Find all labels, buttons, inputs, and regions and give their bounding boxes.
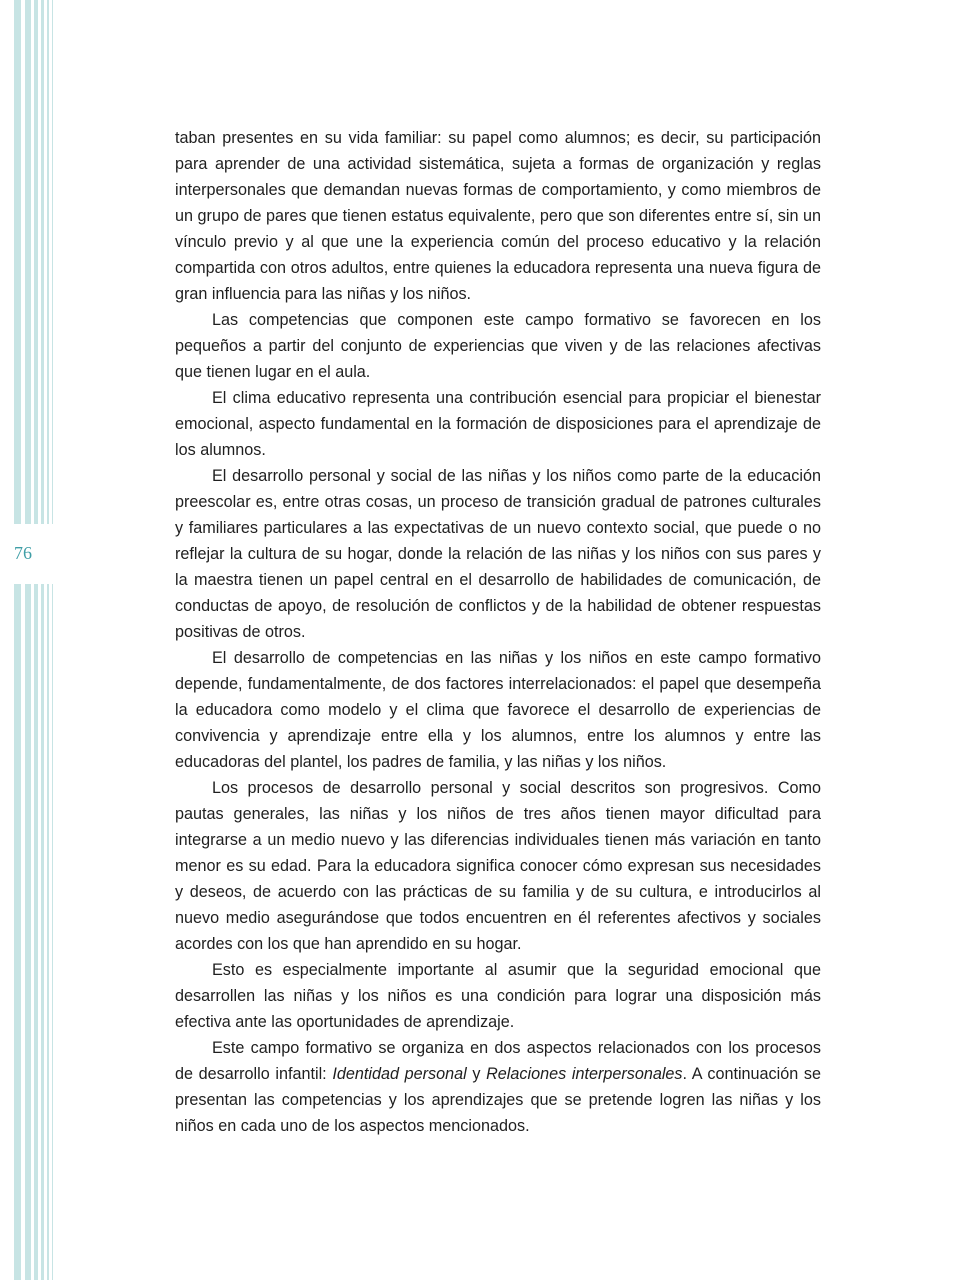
body-text xyxy=(175,125,821,1139)
stripe xyxy=(25,584,31,1280)
stripe xyxy=(34,584,38,1280)
final-paragraph-outro: . A continuación se presentan las competencias y los aprendizajes que se pretende logren las niñas y los niños en cada uno de los aspectos mencionados. xyxy=(175,1065,821,1135)
stripe xyxy=(52,0,53,524)
final-paragraph xyxy=(175,1035,821,1139)
stripe xyxy=(14,584,21,1280)
margin-stripes-top xyxy=(0,0,60,524)
margin-stripes-bottom xyxy=(0,584,60,1280)
stripe xyxy=(52,584,53,1280)
stripe xyxy=(41,584,44,1280)
stripe xyxy=(25,0,31,524)
paragraph: Las competencias que componen este campo formativo se favorecen en los pequeños a partir del conjunto de experiencias que viven y de las relaciones afectivas que tienen lugar en el aula. xyxy=(175,311,821,381)
paragraph: El desarrollo de competencias en las niñas y los niños en este campo formativo depende, fundamentalmente, de dos factores interrelacionados: el papel que desempeña la educadora como modelo y el clima que favorece el desarrollo de experiencias de convivencia y aprendizaje entre ella y los alumnos, entre los alumnos y entre las educadoras del plantel, los padres de familia, y las niñas y los niños. xyxy=(175,649,821,771)
term-relaciones-interpersonales: Relaciones interpersonales xyxy=(486,1065,683,1083)
margin-stripes xyxy=(0,0,60,1280)
term-identidad-personal: Identidad personal xyxy=(332,1065,467,1083)
stripe xyxy=(47,584,49,1280)
stripe xyxy=(41,0,44,524)
stripe xyxy=(34,0,38,524)
final-paragraph-intro: Este campo formativo se organiza en dos aspectos relacionados con los procesos de desarrollo infantil: xyxy=(175,1039,821,1083)
final-paragraph-connector: y xyxy=(466,1065,487,1083)
paragraph: El clima educativo representa una contribución esencial para propiciar el bienestar emocional, aspecto fundamental en la formación de disposiciones para el aprendizaje de los alumnos. xyxy=(175,389,821,459)
stripe xyxy=(47,0,49,524)
stripe xyxy=(14,0,21,524)
paragraph: El desarrollo personal y social de las niñas y los niños como parte de la educación preescolar es, entre otras cosas, un proceso de transición gradual de patrones culturales y familiares particulares a las expectativas de un nuevo contexto social, que puede o no reflejar la cultura de su hogar, donde la relación de las niñas y los niños con sus pares y la maestra tienen un papel central en el desarrollo de habilidades de comunicación, de conductas de apoyo, de resolución de conflictos y de la habilidad de obtener respuestas positivas de otros. xyxy=(175,467,821,641)
paragraph: taban presentes en su vida familiar: su papel como alumnos; es decir, su participación para aprender de una actividad sistemática, sujeta a formas de organización y reglas interpersonales que demandan nuevas formas de comportamiento, y como miembros de un grupo de pares que tienen estatus equivalente, pero que son diferentes entre sí, sin un vínculo previo y al que une la experiencia común del proceso educativo y la relación compartida con otros adultos, entre quienes la educadora representa una nueva figura de gran influencia para las niñas y los niños. xyxy=(175,129,821,303)
page-number: 76 xyxy=(14,543,32,563)
paragraph: Los procesos de desarrollo personal y social descritos son progresivos. Como pautas generales, las niñas y los niños de tres años tienen mayor dificultad para integrarse a un medio nuevo y las diferencias individuales tienen más variación en tanto menor es su edad. Para la educadora significa conocer cómo expresan sus necesidades y deseos, de acuerdo con las prácticas de su familia y de su cultura, e introducirlos al nuevo medio asegurándose que todos encuentren en él referentes afectivos y sociales acordes con los que han aprendido en su hogar. xyxy=(175,779,821,953)
paragraph: Esto es especialmente importante al asumir que la seguridad emocional que desarrollen las niñas y los niños es una condición para lograr una disposición más efectiva ante las oportunidades de aprendizaje. xyxy=(175,961,821,1031)
